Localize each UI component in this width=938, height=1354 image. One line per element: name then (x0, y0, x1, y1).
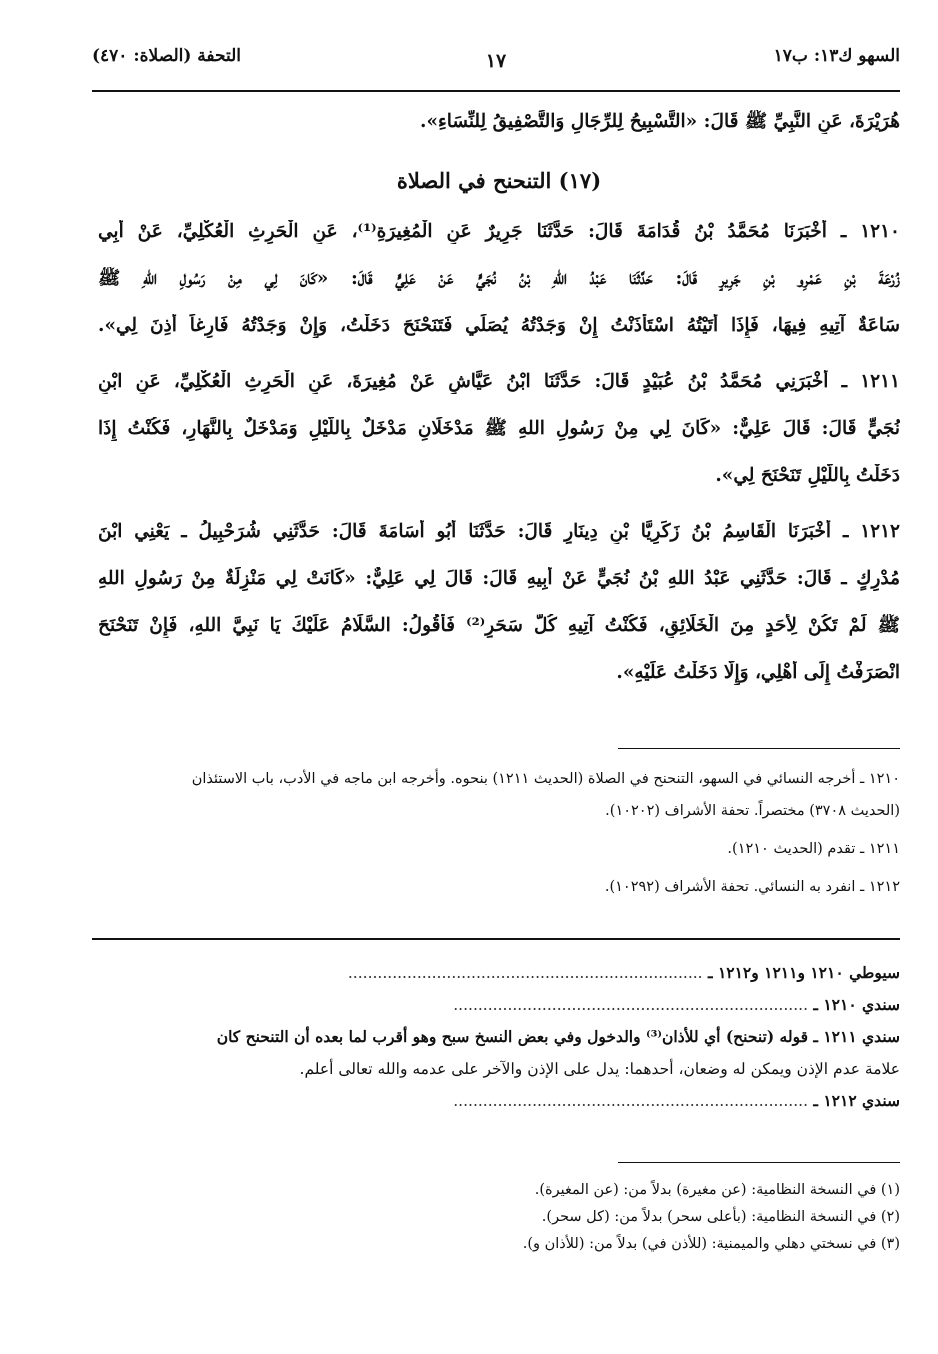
takhrij-line: ١٢١٢ ـ انفرد به النسائي. تحفة الأشراف (١٠٢٩٢). (604, 879, 900, 895)
hadith-1211 (98, 370, 900, 488)
commentary-divider (92, 938, 900, 940)
hadith-line: ﷺ لَمْ تَكُنْ لِأَحَدٍ مِنَ الْخَلَائِقِ، فَكُنْتُ آتِيهِ كُلَّ سَحَرٍ⁽²⁾ فَأَقُولُ: السَّلَامُ عَلَيْكَ يَا نَبِيَّ اللهِ، فَإِنْ تَنَحْنَحَ (98, 615, 900, 636)
hadith-1210 (98, 220, 900, 338)
variant-note: (٣) في نسختي دهلي والميمنية: (للأذن في) بدلاً من: (للأذان و). (522, 1236, 900, 1252)
sindi-1211-line: سندي ١٢١١ ـ قوله (تنحنح) أي للأذان⁽³⁾ والدخول وفي بعض النسخ سبح وهو أقرب لما بعده أن التنحنح كان (216, 1027, 900, 1046)
takhrij-divider (618, 748, 900, 749)
leader-dots: ........................................................................ (453, 996, 808, 1014)
takhrij-notes (98, 768, 900, 898)
takhrij-line: (الحديث ٣٧٠٨) مختصراً. تحفة الأشراف (١٠٢٠٢). (605, 803, 900, 819)
chapter-title: (١٧) التنحنح في الصلاة (396, 168, 602, 193)
hadith-line: زُرْعَةَ بْنِ عَمْرِو بْنِ جَرِيرٍ قَالَ: حَدَّثَنَا عَبْدُ اللهِ بْنُ نُجَيٍّ عَنْ عَلِيٍّ قَالَ: «كَانَ لِي مِنْ رَسُولِ اللهِ ﷺ (98, 268, 900, 289)
variant-notes (98, 1180, 900, 1254)
commentary-block (98, 962, 900, 1112)
sindi-1210-line (98, 994, 900, 1016)
header-divider (92, 90, 900, 92)
leader-dots: ........................................................................ (453, 1092, 808, 1110)
variant-note: (١) في النسخة النظامية: (عن مغيرة) بدلاً من: (عن المغيرة). (534, 1182, 900, 1198)
hadith-line: انْصَرَفْتُ إِلَى أَهْلِي، وَإِلَّا دَخَلْتُ عَلَيْهِ». (616, 662, 900, 683)
takhrij-line: ١٢١٠ ـ أخرجه النسائي في السهو، التنحنح في الصلاة (الحديث ١٢١١) بنحوه. وأخرجه ابن ماجه في الأدب، باب الاستئذان (191, 771, 900, 787)
sindi-1211-line: علامة عدم الإذن ويمكن له وضعان، أحدهما: يدل على الإذن والآخر على عدمه والله تعالى أعلم. (299, 1060, 900, 1078)
page-header (92, 40, 900, 74)
leader-dots: ........................................................................ (347, 964, 703, 982)
hadith-line: ١٢١٢ ـ أَخْبَرَنَا الْقَاسِمُ بْنُ زَكَرِيَّا بْنِ دِينَارٍ قَالَ: حَدَّثَنَا أَبُو أُسَامَةَ قَالَ: حَدَّثَنِي شُرَحْبِيلُ ـ يَعْنِي ابْنَ (98, 521, 900, 542)
sindi-1210-label: سندي ١٢١٠ ـ (813, 995, 900, 1014)
notes-divider (618, 1162, 900, 1163)
hadith-line: سَاعَةٌ آتِيهِ فِيهَا، فَإِذَا أَتَيْتُهُ اسْتَأْذَنْتُ إِنْ وَجَدْتُهُ يُصَلِّي فَتَنَحْنَحَ دَخَلْتُ، وَإِنْ وَجَدْتُهُ فَارِغاً أَذِنَ لِي». (98, 315, 900, 336)
hadith-1212 (98, 520, 900, 685)
takhrij-line: ١٢١١ ـ تقدم (الحديث ١٢١٠). (727, 841, 900, 857)
suyuti-line (98, 962, 900, 984)
header-tuhfa-ref: التحفة (الصلاة: ٤٧٠) (92, 46, 242, 66)
sindi-1212-label: سندي ١٢١٢ ـ (813, 1091, 900, 1110)
suyuti-label: سيوطي ١٢١٠ و١٢١١ و١٢١٢ ـ (708, 963, 900, 982)
hadith-line: مُدْرِكٍ ـ قَالَ: حَدَّثَنِي عَبْدُ اللهِ بْنُ نُجَيٍّ عَنْ أَبِيهِ قَالَ: قَالَ لِي عَلِيٌّ: «كَانَتْ لِي مَنْزِلَةٌ مِنْ رَسُولِ اللهِ (98, 568, 900, 589)
opening-line: هُرَيْرَةَ، عَنِ النَّبِيِّ ﷺ قَالَ: «التَّسْبِيحُ لِلرِّجَالِ وَالتَّصْفِيقُ لِلنِّسَاءِ». (420, 111, 900, 132)
main-text (98, 110, 900, 717)
hadith-line: نُجَيٍّ قَالَ: قَالَ عَلِيٌّ: «كَانَ لِي مِنْ رَسُولِ اللهِ ﷺ مَدْخَلَانِ مَدْخَلٌ بِاللَّيْلِ وَمَدْخَلٌ بِالنَّهَارِ، فَكُنْتُ إِذَا (98, 418, 900, 439)
sindi-1212-line (98, 1090, 900, 1112)
header-chapter-ref: السهو ك١٣: ب١٧ (773, 46, 900, 66)
hadith-line: دَخَلْتُ بِاللَّيْلِ تَنَحْنَحَ لِي». (715, 465, 900, 486)
variant-note: (٢) في النسخة النظامية: (بأعلى سحر) بدلاً من: (كل سحر). (541, 1209, 900, 1225)
page-number: ١٧ (485, 50, 507, 72)
hadith-line: ١٢١١ ـ أَخْبَرَنِي مُحَمَّدُ بْنُ عُبَيْدٍ قَالَ: حَدَّثَنَا ابْنُ عَيَّاشٍ عَنْ مُغِيرَةَ، عَنِ الْحَرِثِ الْعُكْلِيِّ، عَنِ ابْنِ (98, 371, 900, 392)
hadith-line: ١٢١٠ ـ أَخْبَرَنَا مُحَمَّدُ بْنُ قُدَامَةَ قَالَ: حَدَّثَنَا جَرِيرٌ عَنِ الْمُغِيرَةِ⁽¹⁾، عَنِ الْحَرِثِ الْعُكْلِيِّ، عَنْ أَبِي (98, 221, 900, 242)
